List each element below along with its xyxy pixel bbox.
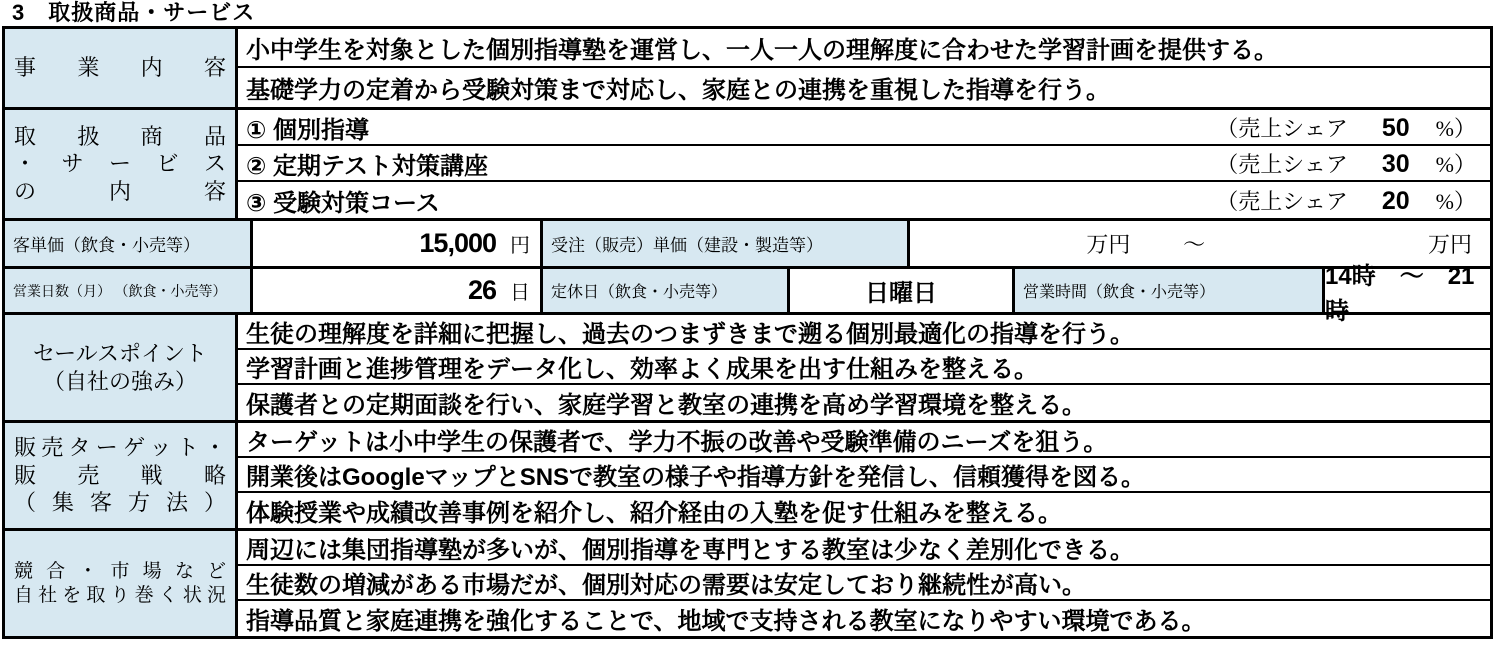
share-prefix: （売上シェア [1216, 115, 1348, 141]
customer-unit-price-value: 15,000 [419, 228, 496, 258]
products-block [5, 110, 1490, 221]
products-header [5, 110, 238, 218]
customer-unit-price-label: 客単価（飲食・小売等） [5, 221, 253, 266]
business-days-row [5, 262, 1490, 325]
sales-target-line: 開業後はGoogleマップとSNSで教室の様子や指導方針を発信し、信頼獲得を図る。 [238, 458, 1490, 493]
products-label-line: ・サービス [14, 151, 226, 177]
holiday-value: 日曜日 [865, 280, 937, 307]
customer-unit-price-unit: 円 [510, 235, 530, 257]
share-suffix: %） [1435, 188, 1476, 214]
holiday-label: 定休日（飲食・小売等） [543, 269, 790, 312]
sales-target-line: 体験授業や成績改善事例を紹介し、紹介経由の入塾を促す仕組みを整える。 [246, 500, 1062, 527]
business-days-label: 営業日数（月） （飲食・小売等） [5, 269, 253, 312]
product-name: ③ 受験対策コース [246, 189, 440, 217]
share-value: 50 [1381, 113, 1410, 142]
share-value: 20 [1381, 186, 1410, 215]
share-value: 30 [1381, 149, 1410, 178]
product-row [238, 110, 1490, 146]
share-prefix: （売上シェア [1216, 188, 1348, 214]
order-unit-price-label: 受注（販売）単価（建設・製造等） [543, 221, 910, 266]
competition-line: 指導品質と家庭連携を強化することで、地域で支持される教室になりやすい環境である。 [246, 608, 1206, 635]
business-content-line: 基礎学力の定着から受験対策まで対応し、家庭との連携を重視した指導を行う。 [246, 77, 1110, 104]
products-label-line: 取扱商品 [14, 123, 226, 149]
range-tilde: ～ [1183, 232, 1206, 257]
sales-point-line: 保護者との定期面談を行い、家庭学習と教室の連携を高め学習環境を整える。 [246, 392, 1086, 419]
business-content-body [238, 29, 1490, 107]
order-unit-price-unit2: 万円 [1427, 232, 1472, 257]
business-content-header [5, 29, 238, 107]
business-hours-label: 営業時間（飲食・小売等） [1015, 269, 1325, 312]
products-label-line: の内容 [14, 178, 226, 204]
competition-label-line: 自社を取り巻く状況 [14, 584, 226, 606]
customer-unit-price-value-cell [253, 221, 543, 266]
business-content-block [5, 29, 1490, 110]
page-title: 3 取扱商品・サービス [12, 0, 256, 25]
holiday-value-cell [790, 269, 1015, 312]
share-suffix: %） [1435, 115, 1476, 141]
sales-target-line: ターゲットは小中学生の保護者で、学力不振の改善や受験準備のニーズを狙う。 [238, 423, 1490, 458]
competition-block [5, 531, 1490, 636]
sales-share [1216, 148, 1476, 179]
product-name: ① 個別指導 [246, 116, 369, 144]
sales-point-line: 生徒の理解度を詳細に把握し、過去のつまずきまで遡る個別最適化の指導を行う。 [238, 315, 1490, 350]
product-name: ② 定期テスト対策講座 [246, 152, 489, 180]
share-prefix: （売上シェア [1216, 151, 1348, 177]
sales-points-header [5, 315, 238, 420]
sales-target-header [5, 423, 238, 528]
business-days-value: 26 [467, 275, 496, 305]
sales-target-label-line: （集客方法） [14, 490, 226, 516]
product-row [238, 182, 1490, 218]
products-body [238, 110, 1490, 218]
competition-label-line: 競合・市場など [14, 560, 226, 582]
business-hours-value-cell [1325, 262, 1490, 325]
sales-points-block [5, 315, 1490, 423]
sales-share [1216, 112, 1476, 143]
order-unit-price-range [910, 228, 1490, 259]
business-days-value-cell [253, 269, 543, 312]
competition-header [5, 531, 238, 636]
business-days-unit: 日 [510, 282, 530, 304]
competition-body [238, 531, 1490, 636]
business-content-label: 事業内容 [14, 55, 226, 81]
unit-price-row [5, 221, 1490, 269]
competition-line: 周辺には集団指導塾が多いが、個別指導を専門とする教室は少なく差別化できる。 [238, 531, 1490, 566]
sales-target-label-line: 販売ターゲット・ [14, 435, 226, 461]
sales-target-body [238, 423, 1490, 528]
share-suffix: %） [1435, 151, 1476, 177]
products-services-table [2, 26, 1493, 639]
product-row [238, 146, 1490, 182]
sales-point-line: 学習計画と進捗管理をデータ化し、効率よく成果を出す仕組みを整える。 [238, 350, 1490, 385]
business-hours-value: 14時 ～ 21時 [1325, 262, 1475, 325]
sales-target-label-line: 販売戦略 [14, 462, 226, 488]
sales-points-label-line: （自社の強み） [42, 368, 197, 394]
sales-target-block [5, 423, 1490, 531]
sales-points-label-line: セールスポイント [32, 341, 208, 366]
competition-line: 生徒数の増減がある市場だが、個別対応の需要は安定しており継続性が高い。 [238, 566, 1490, 601]
business-content-line: 小中学生を対象とした個別指導塾を運営し、一人一人の理解度に合わせた学習計画を提供する。 [238, 29, 1490, 68]
sales-points-body [238, 315, 1490, 420]
sales-share [1216, 185, 1476, 216]
order-unit-price-unit1: 万円 [1086, 232, 1131, 257]
